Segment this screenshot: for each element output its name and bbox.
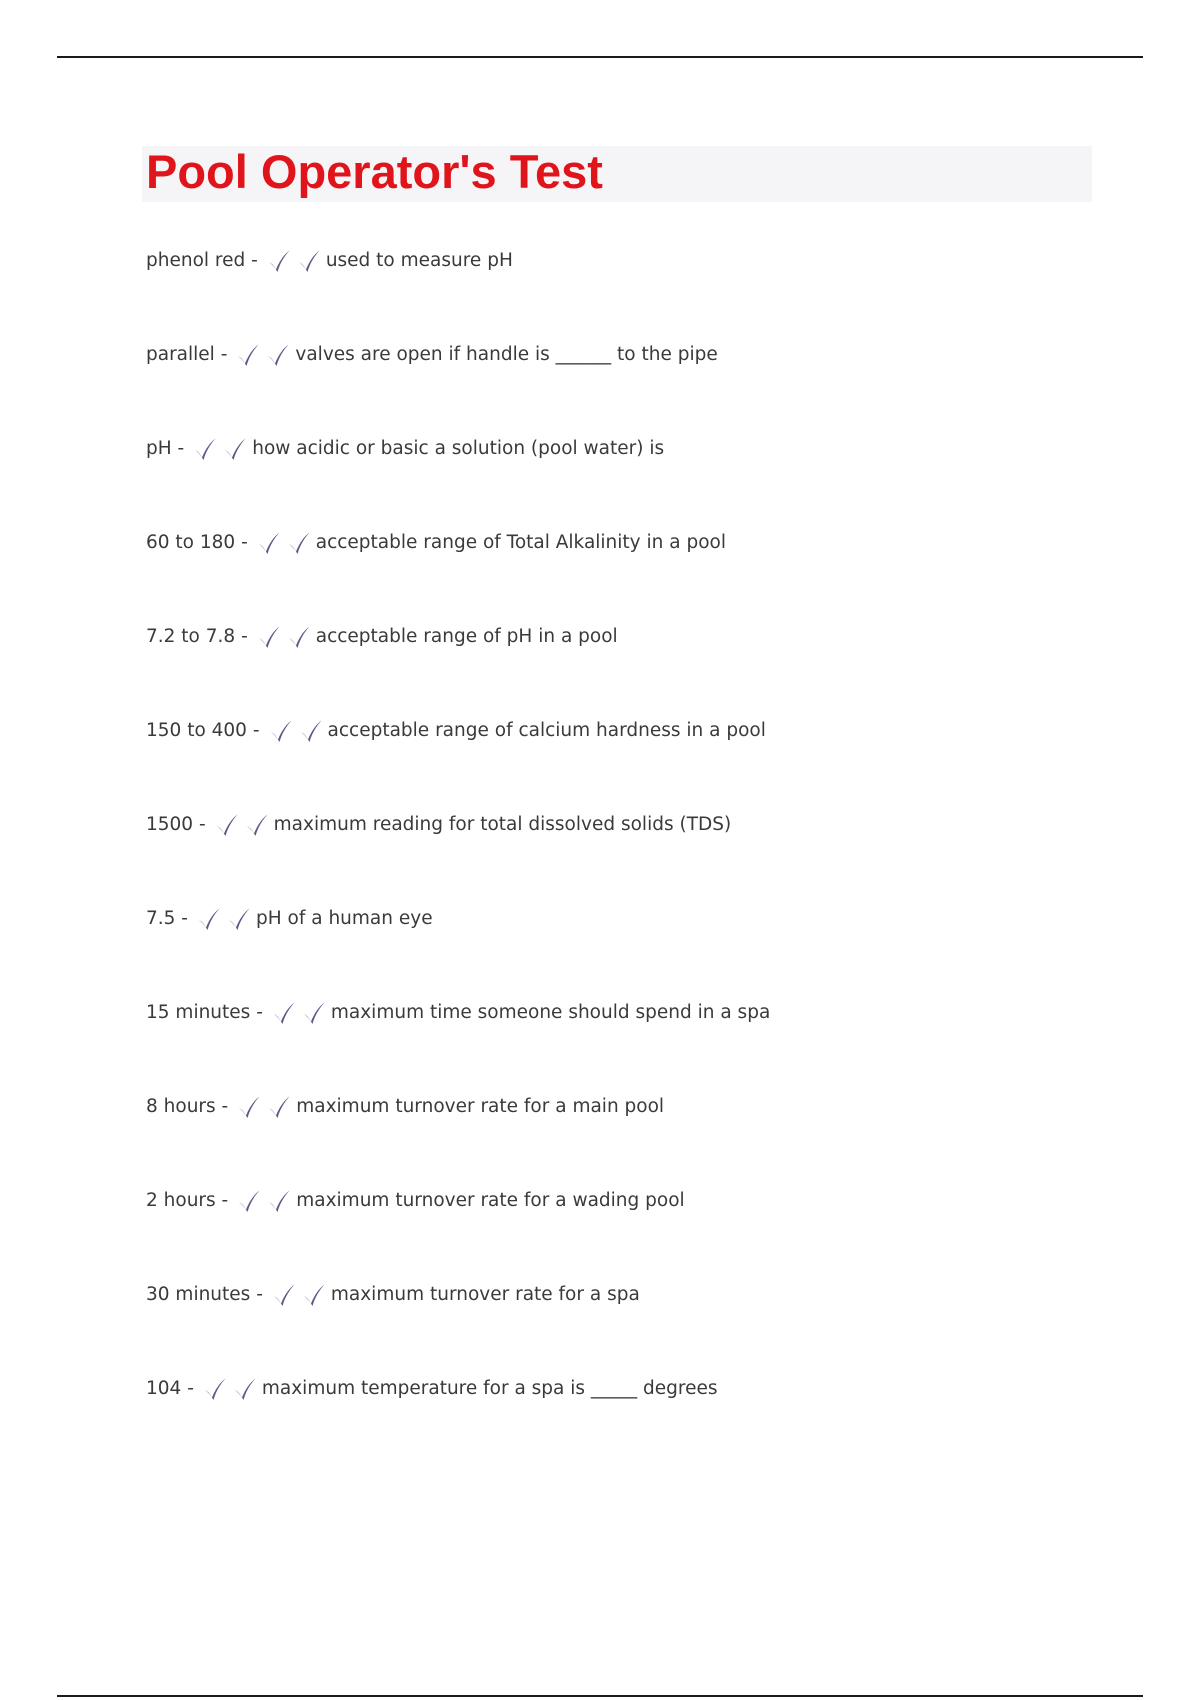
qa-definition: acceptable range of Total Alkalinity in a pool: [315, 532, 726, 553]
check-mark-icon: [268, 718, 294, 744]
qa-item: [146, 340, 1106, 434]
check-marks: [268, 716, 324, 746]
check-marks: [214, 810, 270, 840]
check-marks: [236, 1186, 292, 1216]
check-marks: [271, 1280, 327, 1310]
check-mark-icon: [298, 718, 324, 744]
qa-term: phenol red: [146, 250, 246, 271]
check-mark-icon: [236, 1094, 262, 1120]
qa-term: 8 hours: [146, 1096, 216, 1117]
qa-definition: maximum reading for total dissolved solids (TDS): [273, 814, 732, 835]
check-mark-icon: [301, 1000, 327, 1026]
qa-item: [146, 434, 1106, 528]
check-marks: [256, 622, 312, 652]
qa-separator: -: [250, 1002, 263, 1023]
qa-term: 2 hours: [146, 1190, 216, 1211]
qa-definition: how acidic or basic a solution (pool water) is: [252, 438, 665, 459]
qa-item: [146, 246, 1106, 340]
check-mark-icon: [214, 812, 240, 838]
qa-definition: used to measure pH: [325, 250, 513, 271]
check-mark-icon: [265, 342, 291, 368]
check-marks: [236, 1092, 292, 1122]
qa-item: [146, 1092, 1106, 1186]
qa-separator: -: [246, 720, 260, 741]
check-mark-icon: [256, 624, 282, 650]
qa-separator: -: [181, 1378, 194, 1399]
qa-separator: -: [214, 344, 228, 365]
check-mark-icon: [256, 530, 282, 556]
qa-term: 15 minutes: [146, 1002, 251, 1023]
qa-item: [146, 810, 1106, 904]
qa-item: [146, 1280, 1106, 1374]
check-mark-icon: [222, 436, 248, 462]
qa-definition: maximum time someone should spend in a spa: [330, 1002, 771, 1023]
qa-term: pH: [146, 438, 172, 459]
qa-item: [146, 716, 1106, 810]
qa-term: 60 to 180: [146, 532, 236, 553]
qa-item: [146, 998, 1106, 1092]
check-marks: [196, 904, 252, 934]
check-mark-icon: [296, 248, 322, 274]
qa-term: 1500: [146, 814, 194, 835]
check-marks: [192, 434, 248, 464]
qa-item: [146, 622, 1106, 716]
check-marks: [271, 998, 327, 1028]
check-mark-icon: [266, 1094, 292, 1120]
check-mark-icon: [226, 906, 252, 932]
qa-definition: valves are open if handle is ______ to the pipe: [295, 344, 718, 365]
qa-term: 7.5: [146, 908, 176, 929]
qa-item: [146, 528, 1106, 622]
qa-definition: maximum turnover rate for a wading pool: [296, 1190, 685, 1211]
qa-separator: -: [250, 1284, 263, 1305]
qa-separator: -: [245, 250, 258, 271]
qa-separator: -: [215, 1190, 229, 1211]
check-marks: [202, 1374, 258, 1404]
check-mark-icon: [286, 624, 312, 650]
check-mark-icon: [236, 1188, 262, 1214]
qa-item: [146, 1186, 1106, 1280]
qa-separator: -: [171, 438, 185, 459]
qa-definition: maximum turnover rate for a spa: [330, 1284, 640, 1305]
qa-definition: maximum temperature for a spa is _____ degrees: [261, 1378, 718, 1399]
check-mark-icon: [266, 248, 292, 274]
page-title: Pool Operator's Test: [146, 145, 603, 198]
qa-term: 104: [146, 1378, 182, 1399]
check-marks: [235, 340, 291, 370]
check-marks: [266, 246, 322, 276]
qa-definition: pH of a human eye: [255, 908, 433, 929]
qa-separator: -: [175, 908, 188, 929]
check-mark-icon: [271, 1000, 297, 1026]
check-marks: [256, 528, 312, 558]
check-mark-icon: [286, 530, 312, 556]
qa-term: 7.2 to 7.8: [146, 626, 236, 647]
qa-separator: -: [215, 1096, 229, 1117]
check-mark-icon: [235, 342, 261, 368]
check-mark-icon: [196, 906, 222, 932]
top-rule: [57, 56, 1143, 58]
qa-definition: maximum turnover rate for a main pool: [296, 1096, 665, 1117]
check-mark-icon: [301, 1282, 327, 1308]
check-mark-icon: [271, 1282, 297, 1308]
qa-list: [146, 246, 1106, 1468]
check-mark-icon: [202, 1376, 228, 1402]
qa-term: 30 minutes: [146, 1284, 251, 1305]
qa-term: parallel: [146, 344, 215, 365]
check-mark-icon: [232, 1376, 258, 1402]
qa-definition: acceptable range of pH in a pool: [315, 626, 618, 647]
check-mark-icon: [244, 812, 270, 838]
qa-term: 150 to 400: [146, 720, 247, 741]
qa-separator: -: [235, 532, 248, 553]
qa-separator: -: [235, 626, 248, 647]
qa-item: [146, 1374, 1106, 1468]
check-mark-icon: [266, 1188, 292, 1214]
bottom-rule: [57, 1695, 1143, 1697]
qa-definition: acceptable range of calcium hardness in a pool: [327, 720, 766, 741]
qa-separator: -: [193, 814, 206, 835]
qa-item: [146, 904, 1106, 998]
check-mark-icon: [192, 436, 218, 462]
